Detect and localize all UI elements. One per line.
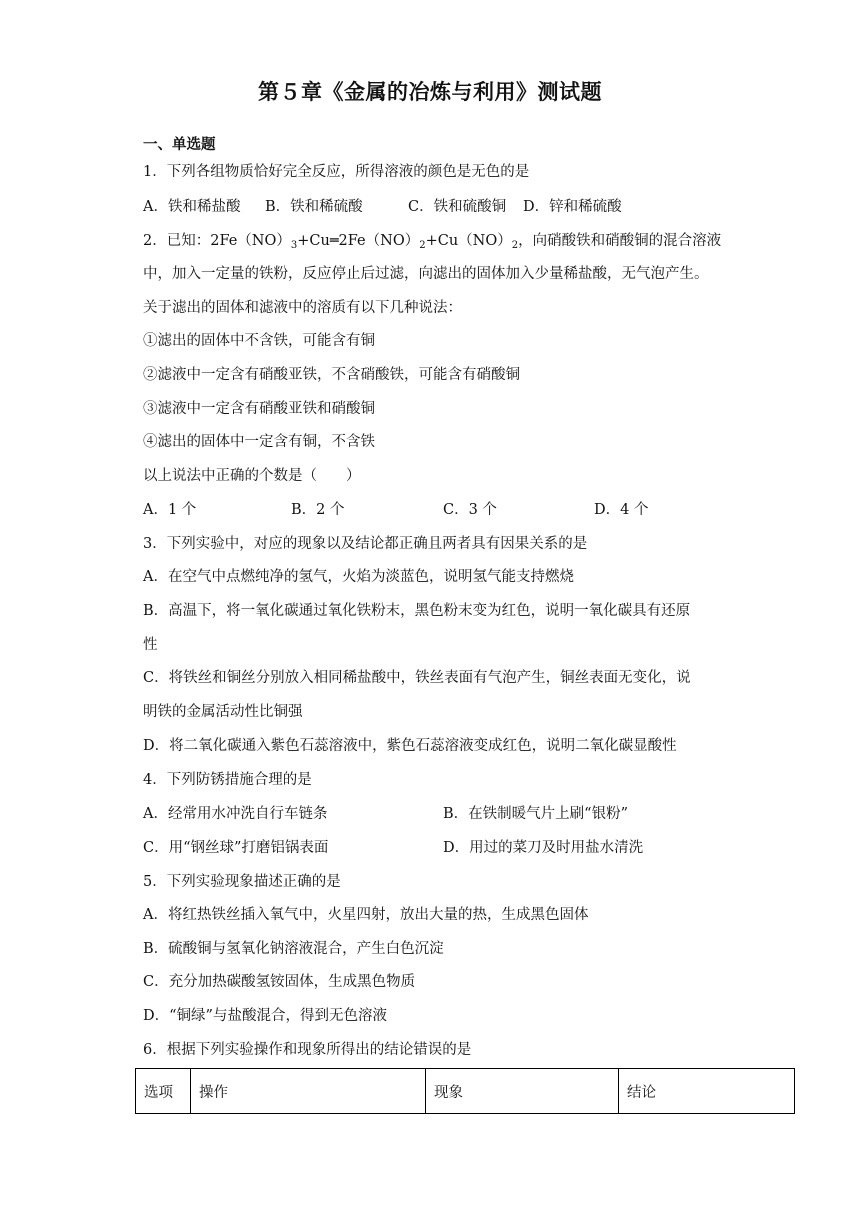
table-header-phenomenon: 现象 bbox=[426, 1069, 619, 1114]
question-1-option-d: D．锌和稀硫酸 bbox=[523, 199, 622, 215]
question-6-table bbox=[135, 1068, 795, 1114]
question-2-statement-2: ②滤液中一定含有硝酸亚铁，不含硝酸铁，可能含有硝酸铜 bbox=[143, 367, 520, 383]
question-3-stem: 3．下列实验中，对应的现象以及结论都正确且两者具有因果关系的是 bbox=[143, 536, 588, 552]
question-2-stem-line2: 中，加入一定量的铁粉，反应停止后过滤，向滤出的固体加入少量稀盐酸，无气泡产生。 bbox=[143, 266, 709, 282]
question-2-option-b: B．2 个 bbox=[291, 502, 345, 518]
question-3-option-c: C．将铁丝和铜丝分别放入相同稀盐酸中，铁丝表面有气泡产生，铜丝表面无变化，说 bbox=[143, 670, 691, 686]
question-5-option-d: D．“铜绿”与盐酸混合，得到无色溶液 bbox=[143, 1008, 387, 1024]
question-3-option-d: D．将二氧化碳通入紫色石蕊溶液中，紫色石蕊溶液变成红色，说明二氧化碳显酸性 bbox=[143, 738, 677, 754]
table-header-operation: 操作 bbox=[191, 1069, 426, 1114]
question-1-stem: 1．下列各组物质恰好完全反应，所得溶液的颜色是无色的是 bbox=[143, 164, 530, 180]
question-2-stem-line1: 2．已知：$2Fe(NO)_3+Cu═2Fe(NO)_2+Cu(NO)_2$，向硝酸铁和硝酸铜的混合溶液 bbox=[143, 233, 722, 251]
question-4-option-d: D．用过的菜刀及时用盐水清洗 bbox=[443, 840, 644, 856]
question-2-stem-line3: 关于滤出的固体和滤液中的溶质有以下几种说法： bbox=[143, 300, 462, 316]
question-2-option-c: C．3 个 bbox=[443, 502, 497, 518]
question-3-option-a: A．在空气中点燃纯净的氢气，火焰为淡蓝色，说明氢气能支持燃烧 bbox=[143, 569, 574, 585]
question-1-option-b: B．铁和稀硫酸 bbox=[265, 199, 363, 215]
question-3-option-c-cont: 明铁的金属活动性比铜强 bbox=[143, 704, 303, 720]
table-header-conclusion: 结论 bbox=[619, 1069, 795, 1114]
question-5-option-a: A．将红热铁丝插入氧气中，火星四射，放出大量的热，生成黑色固体 bbox=[143, 907, 589, 923]
question-4-stem: 4．下列防锈措施合理的是 bbox=[143, 772, 312, 788]
question-2-statement-1: ①滤出的固体中不含铁，可能含有铜 bbox=[143, 333, 375, 349]
table-header-row bbox=[136, 1069, 795, 1114]
question-2-option-d: D．4 个 bbox=[594, 502, 649, 518]
table-header-option: 选项 bbox=[136, 1069, 191, 1114]
question-5-stem: 5．下列实验现象描述正确的是 bbox=[143, 874, 341, 890]
question-2-statement-3: ③滤液中一定含有硝酸亚铁和硝酸铜 bbox=[143, 401, 375, 417]
question-5-option-b: B．硫酸铜与氢氧化钠溶液混合，产生白色沉淀 bbox=[143, 941, 444, 957]
question-2-statement-4: ④滤出的固体中一定含有铜，不含铁 bbox=[143, 434, 375, 450]
question-5-option-c: C．充分加热碳酸氢铵固体，生成黑色物质 bbox=[143, 974, 416, 990]
question-4-option-c: C．用“钢丝球”打磨铝锅表面 bbox=[143, 840, 329, 856]
question-1-option-a: A．铁和稀盐酸 bbox=[143, 199, 241, 215]
question-6-stem: 6．根据下列实验操作和现象所得出的结论错误的是 bbox=[143, 1042, 472, 1058]
question-2-option-a: A．1 个 bbox=[143, 502, 197, 518]
page-title: 第５章《金属的冶炼与利用》测试题 bbox=[258, 79, 602, 104]
question-3-option-b: B．高温下，将一氧化碳通过氧化铁粉末，黑色粉末变为红色，说明一氧化碳具有还原 bbox=[143, 603, 691, 619]
question-2-ask: 以上说法中正确的个数是（ ） bbox=[143, 468, 361, 484]
question-3-option-b-cont: 性 bbox=[143, 637, 158, 653]
section-heading: 一、单选题 bbox=[143, 136, 216, 153]
question-4-option-a: A．经常用水冲洗自行车链条 bbox=[143, 806, 328, 822]
question-4-option-b: B．在铁制暖气片上刷“银粉” bbox=[443, 806, 628, 822]
question-1-option-c: C．铁和硫酸铜 bbox=[408, 199, 507, 215]
